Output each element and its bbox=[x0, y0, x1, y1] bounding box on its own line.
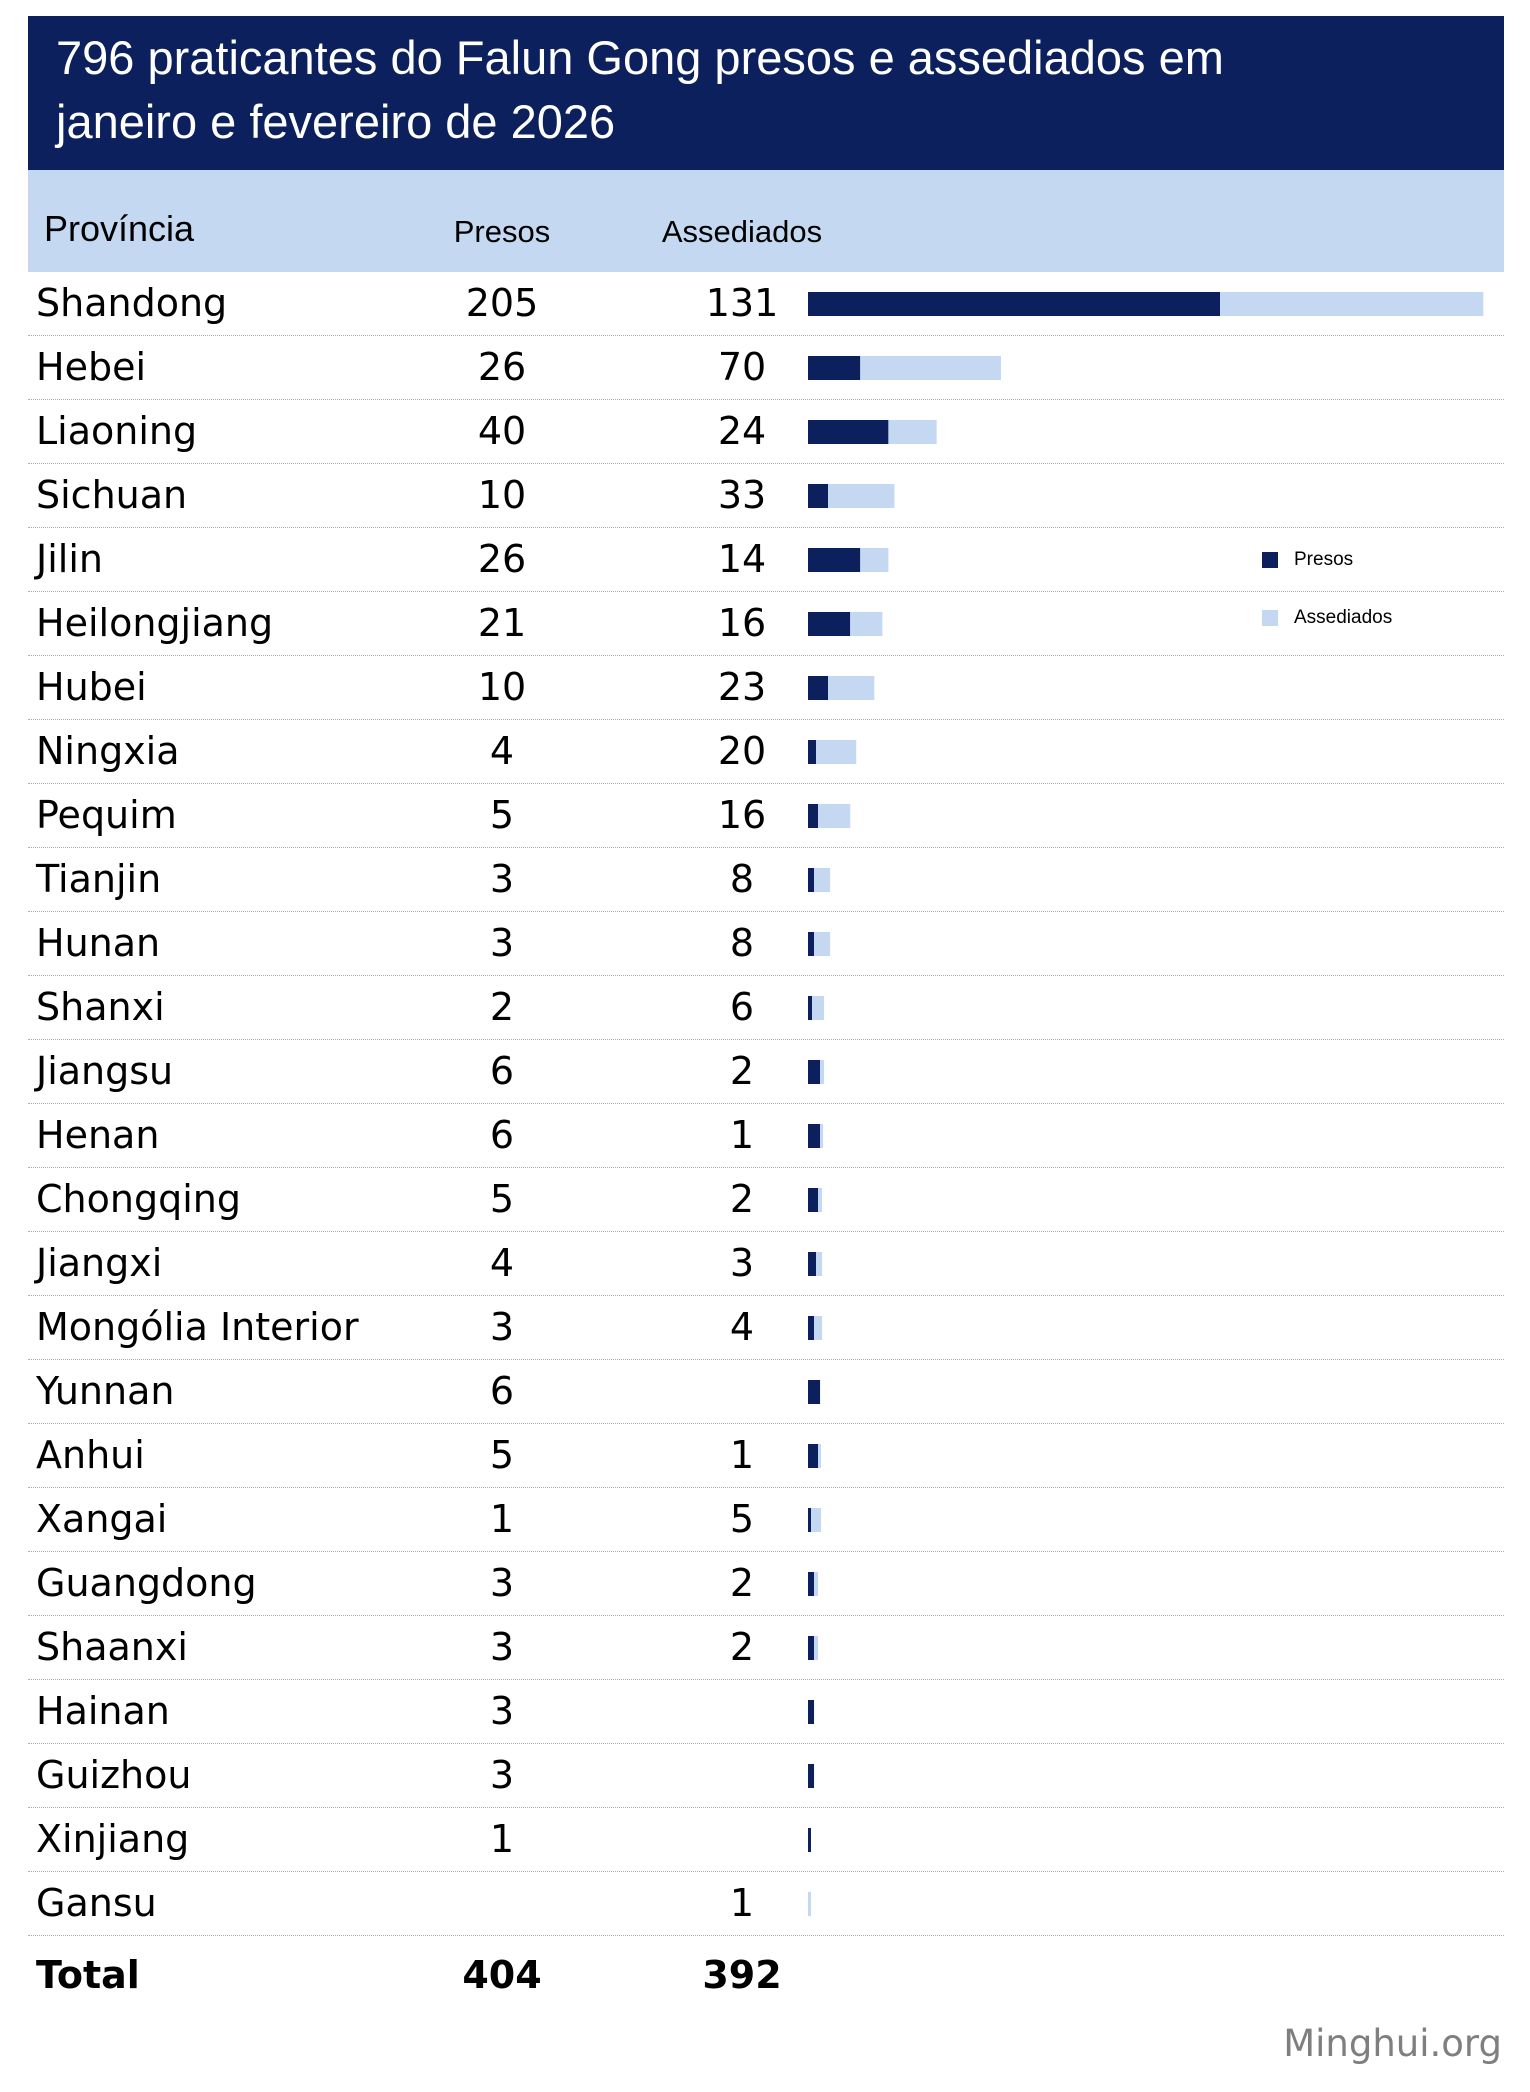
assediados-value: 6 bbox=[729, 985, 755, 1029]
assediados-value: 16 bbox=[717, 793, 767, 837]
province-name: Hebei bbox=[36, 345, 147, 389]
bar-assediados bbox=[811, 1508, 821, 1532]
presos-value: 21 bbox=[477, 601, 527, 645]
bar-presos bbox=[808, 612, 850, 636]
presos-value: 10 bbox=[477, 665, 527, 709]
assediados-value: 1 bbox=[729, 1113, 755, 1157]
total-presos: 404 bbox=[462, 1953, 542, 1997]
bar-presos bbox=[808, 1316, 814, 1340]
legend-swatch-presos bbox=[1262, 552, 1278, 568]
bar-presos bbox=[808, 1508, 811, 1532]
presos-value: 40 bbox=[477, 409, 527, 453]
assediados-value: 70 bbox=[717, 345, 767, 389]
presos-value: 1 bbox=[489, 1817, 515, 1861]
assediados-value: 8 bbox=[729, 921, 755, 965]
bar-assediados bbox=[820, 1060, 824, 1084]
bar-assediados bbox=[850, 612, 882, 636]
bar-presos bbox=[808, 420, 888, 444]
assediados-value: 20 bbox=[717, 729, 767, 773]
presos-value: 26 bbox=[477, 345, 527, 389]
bar-presos bbox=[808, 1188, 818, 1212]
bar-assediados bbox=[828, 676, 874, 700]
presos-value: 3 bbox=[489, 921, 515, 965]
bar-assediados bbox=[814, 868, 830, 892]
presos-value: 5 bbox=[489, 793, 515, 837]
legend-label-assediados: Assediados bbox=[1294, 607, 1393, 628]
presos-value: 5 bbox=[489, 1433, 515, 1477]
assediados-value: 8 bbox=[729, 857, 755, 901]
presos-value: 5 bbox=[489, 1177, 515, 1221]
bar-assediados bbox=[818, 1444, 821, 1468]
province-name: Shaanxi bbox=[36, 1625, 188, 1669]
bar-presos bbox=[808, 1444, 818, 1468]
province-name: Jiangsu bbox=[36, 1049, 174, 1093]
bar-assediados bbox=[860, 548, 888, 572]
province-name: Pequim bbox=[36, 793, 177, 837]
province-name: Hunan bbox=[36, 921, 161, 965]
bar-assediados bbox=[814, 932, 830, 956]
total-row bbox=[28, 1944, 1504, 2008]
province-name: Chongqing bbox=[36, 1177, 241, 1221]
province-name: Xinjiang bbox=[36, 1817, 190, 1861]
bar-assediados bbox=[820, 1124, 823, 1148]
bar-presos bbox=[808, 1764, 814, 1788]
bar-presos bbox=[808, 996, 812, 1020]
assediados-value: 3 bbox=[729, 1241, 755, 1285]
bar-presos bbox=[808, 1700, 814, 1724]
assediados-value: 14 bbox=[717, 537, 767, 581]
header-presos: Presos bbox=[453, 214, 551, 249]
bar-assediados bbox=[814, 1636, 818, 1660]
presos-value: 3 bbox=[489, 1625, 515, 1669]
presos-value: 4 bbox=[489, 729, 515, 773]
presos-value: 6 bbox=[489, 1113, 515, 1157]
assediados-value: 2 bbox=[729, 1561, 755, 1605]
legend-swatch-assediados bbox=[1262, 610, 1278, 626]
bar-assediados bbox=[816, 740, 856, 764]
assediados-value: 2 bbox=[729, 1625, 755, 1669]
bar-assediados bbox=[828, 484, 894, 508]
assediados-value: 5 bbox=[729, 1497, 755, 1541]
province-name: Shanxi bbox=[36, 985, 165, 1029]
presos-value: 6 bbox=[489, 1369, 515, 1413]
presos-value: 1 bbox=[489, 1497, 515, 1541]
header-assediados: Assediados bbox=[661, 214, 823, 249]
presos-value: 26 bbox=[477, 537, 527, 581]
bar-presos bbox=[808, 1060, 820, 1084]
presos-value: 205 bbox=[465, 281, 539, 325]
watermark: Minghui.org bbox=[1283, 2022, 1502, 2065]
presos-value: 10 bbox=[477, 473, 527, 517]
bar-assediados bbox=[888, 420, 936, 444]
province-name: Jilin bbox=[36, 537, 103, 581]
bar-assediados bbox=[818, 1188, 822, 1212]
total-assediados: 392 bbox=[702, 1953, 782, 1997]
bar-presos bbox=[808, 804, 818, 828]
total-label: Total bbox=[36, 1953, 140, 1997]
assediados-value: 23 bbox=[717, 665, 767, 709]
province-name: Tianjin bbox=[36, 857, 162, 901]
presos-value: 4 bbox=[489, 1241, 515, 1285]
assediados-value: 24 bbox=[717, 409, 767, 453]
assediados-value: 2 bbox=[729, 1049, 755, 1093]
province-name: Mongólia Interior bbox=[36, 1305, 359, 1349]
bar-presos bbox=[808, 356, 860, 380]
province-name: Hainan bbox=[36, 1689, 170, 1733]
province-name: Yunnan bbox=[36, 1369, 175, 1413]
bar-assediados bbox=[860, 356, 1001, 380]
title-line-1: 796 praticantes do Falun Gong presos e assediados em bbox=[56, 31, 1224, 84]
province-name: Anhui bbox=[36, 1433, 145, 1477]
bar-assediados bbox=[816, 1252, 822, 1276]
bar-presos bbox=[808, 548, 860, 572]
presos-value: 3 bbox=[489, 1561, 515, 1605]
province-name: Sichuan bbox=[36, 473, 188, 517]
province-name: Shandong bbox=[36, 281, 228, 325]
bar-presos bbox=[808, 1380, 820, 1404]
bar-presos bbox=[808, 868, 814, 892]
bar-presos bbox=[808, 1124, 820, 1148]
province-name: Guangdong bbox=[36, 1561, 257, 1605]
bar-assediados bbox=[1220, 292, 1483, 316]
province-name: Hubei bbox=[36, 665, 147, 709]
assediados-value: 33 bbox=[717, 473, 767, 517]
bar-presos bbox=[808, 740, 816, 764]
presos-value: 3 bbox=[489, 1689, 515, 1733]
presos-value: 3 bbox=[489, 1753, 515, 1797]
province-name: Liaoning bbox=[36, 409, 198, 453]
bar-assediados bbox=[814, 1316, 822, 1340]
assediados-value: 4 bbox=[729, 1305, 755, 1349]
bar-assediados bbox=[818, 804, 850, 828]
province-name: Xangai bbox=[36, 1497, 168, 1541]
assediados-value: 16 bbox=[717, 601, 767, 645]
province-name: Heilongjiang bbox=[36, 601, 274, 645]
presos-value: 2 bbox=[489, 985, 515, 1029]
legend-label-presos: Presos bbox=[1294, 549, 1354, 570]
assediados-value: 1 bbox=[729, 1881, 755, 1925]
assediados-value: 1 bbox=[729, 1433, 755, 1477]
province-name: Henan bbox=[36, 1113, 160, 1157]
bar-presos bbox=[808, 1252, 816, 1276]
presos-value: 3 bbox=[489, 857, 515, 901]
presos-value: 6 bbox=[489, 1049, 515, 1093]
bar-presos bbox=[808, 1828, 811, 1852]
bar-presos bbox=[808, 676, 828, 700]
header-province: Província bbox=[44, 208, 195, 249]
bar-presos bbox=[808, 1636, 814, 1660]
title-line-2: janeiro e fevereiro de 2026 bbox=[56, 95, 616, 148]
presos-value: 3 bbox=[489, 1305, 515, 1349]
bar-presos bbox=[808, 484, 828, 508]
bar-presos bbox=[808, 1572, 814, 1596]
province-name: Guizhou bbox=[36, 1753, 192, 1797]
bar-assediados bbox=[812, 996, 824, 1020]
bar-presos bbox=[808, 292, 1220, 316]
bar-assediados bbox=[814, 1572, 818, 1596]
assediados-value: 2 bbox=[729, 1177, 755, 1221]
bar-assediados bbox=[808, 1892, 811, 1916]
province-name: Ningxia bbox=[36, 729, 180, 773]
province-name: Gansu bbox=[36, 1881, 157, 1925]
bar-presos bbox=[808, 932, 814, 956]
province-name: Jiangxi bbox=[36, 1241, 163, 1285]
assediados-value: 131 bbox=[705, 281, 779, 325]
